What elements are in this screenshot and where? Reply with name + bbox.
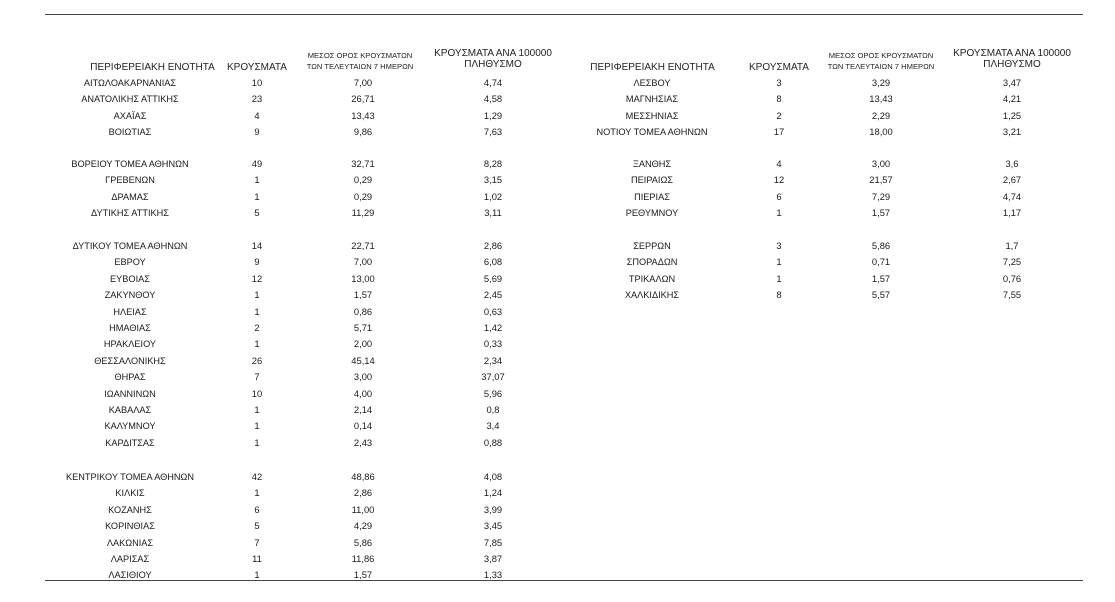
region-cell: ΣΕΡΡΩΝ (633, 241, 671, 251)
per100k-cell: 3,87 (483, 553, 503, 564)
cases-cell: 9 (254, 126, 260, 138)
avg7-cell: 5,57 (871, 289, 891, 301)
region-cell: ΗΜΑΘΙΑΣ (109, 323, 151, 333)
region-cell: ΚΑΒΑΛΑΣ (108, 405, 152, 415)
per100k-cell: 7,25 (1002, 256, 1022, 268)
cases-cell: 1 (254, 190, 260, 202)
per100k-cell: 1,17 (1002, 207, 1022, 219)
per100k-cell: 2,34 (483, 354, 503, 366)
per100k-cell: 1,42 (483, 322, 503, 333)
avg7-cell: 5,86 (871, 240, 891, 251)
per100k-cell: 4,58 (483, 93, 503, 105)
avg7-cell: 11,29 (351, 207, 375, 219)
header-cases: ΚΡΟΥΣΜΑΤΑ (227, 62, 287, 73)
per100k-cell: 1,24 (483, 487, 503, 499)
per100k-cell: 0,33 (483, 338, 503, 350)
cases-cell: 3 (776, 77, 782, 88)
region-cell: ΚΟΡΙΝΘΙΑΣ (105, 521, 155, 532)
avg7-cell: 2,43 (353, 436, 373, 448)
header-avg-line1: ΜΕΣΟΣ ΟΡΟΣ ΚΡΟΥΣΜΑΤΩΝ (828, 51, 934, 60)
per100k-cell: 0,8 (486, 404, 500, 415)
avg7-cell: 0,86 (353, 305, 373, 317)
cases-cell: 42 (251, 471, 263, 482)
per100k-cell: 8,28 (483, 158, 503, 169)
avg7-cell: 11,86 (351, 553, 375, 564)
region-cell: ΞΑΝΘΗΣ (632, 159, 672, 169)
avg7-cell: 5,86 (353, 536, 373, 548)
per100k-cell: 3,47 (1002, 77, 1022, 88)
avg7-cell: 9,86 (353, 126, 373, 138)
avg7-cell: 1,57 (353, 289, 373, 301)
region-cell: ΔΡΑΜΑΣ (111, 191, 149, 202)
region-cell: ΚΑΛΥΜΝΟΥ (104, 421, 156, 432)
cases-cell: 9 (254, 256, 260, 268)
per100k-cell: 3,45 (483, 520, 503, 532)
cases-cell: 1 (254, 289, 260, 301)
avg7-cell: 7,29 (871, 190, 891, 202)
region-cell: ΗΡΑΚΛΕΙΟΥ (103, 339, 157, 350)
header-avg-line1: ΜΕΣΟΣ ΟΡΟΣ ΚΡΟΥΣΜΑΤΩΝ (307, 51, 413, 60)
per100k-cell: 7,85 (483, 536, 503, 548)
cases-cell: 1 (776, 207, 782, 219)
region-cell: ΠΙΕΡΙΑΣ (634, 191, 670, 202)
cases-cell: 1 (776, 272, 782, 284)
header-avg-line2: ΤΩΝ ΤΕΛΕΥΤΑΙΩΝ 7 ΗΜΕΡΩΝ (827, 62, 935, 71)
cases-cell: 1 (254, 338, 260, 350)
region-cell: ΖΑΚΥΝΘΟΥ (104, 290, 156, 301)
cases-cell: 1 (254, 404, 260, 415)
cases-cell: 1 (254, 487, 260, 499)
avg7-cell: 13,43 (351, 109, 375, 121)
per100k-cell: 3,21 (1002, 126, 1022, 138)
region-cell: ΗΛΕΙΑΣ (113, 306, 147, 317)
region-cell: ΚΑΡΔΙΤΣΑΣ (105, 437, 155, 448)
region-cell: ΔΥΤΙΚΗΣ ΑΤΤΙΚΗΣ (91, 208, 169, 219)
avg7-cell: 18,00 (869, 126, 893, 138)
region-cell: ΕΥΒΟΙΑΣ (110, 273, 150, 284)
region-cell: ΑΝΑΤΟΛΙΚΗΣ ΑΤΤΙΚΗΣ (81, 94, 179, 105)
region-cell: ΓΡΕΒΕΝΩΝ (105, 175, 155, 186)
region-cell: ΚΕΝΤΡΙΚΟΥ ΤΟΜΕΑ ΑΘΗΝΩΝ (65, 472, 195, 482)
per100k-cell: 2,45 (483, 289, 503, 301)
avg7-cell: 1,57 (353, 569, 373, 581)
cases-cell: 23 (251, 93, 263, 105)
avg7-cell: 2,00 (353, 338, 373, 350)
avg7-cell: 5,71 (353, 322, 373, 333)
avg7-cell: 4,00 (353, 387, 373, 399)
header-cases: ΚΡΟΥΣΜΑΤΑ (749, 62, 809, 73)
per100k-cell: 7,63 (483, 126, 503, 138)
avg7-cell: 26,71 (351, 93, 375, 105)
avg7-cell: 3,00 (871, 158, 891, 169)
avg7-cell: 3,29 (871, 77, 891, 88)
region-cell: ΙΩΑΝΝΙΝΩΝ (104, 388, 156, 399)
cases-cell: 10 (251, 77, 263, 88)
avg7-cell: 45,14 (351, 354, 375, 366)
per100k-cell: 2,86 (483, 240, 503, 251)
region-cell: ΠΕΙΡΑΙΩΣ (631, 175, 673, 186)
header-per100k-line1: ΚΡΟΥΣΜΑΤΑ ΑΝΑ 100000 (953, 48, 1071, 59)
per100k-cell: 4,08 (483, 471, 503, 482)
cases-cell: 5 (254, 207, 260, 219)
cases-cell: 1 (254, 569, 260, 581)
avg7-cell: 13,43 (869, 93, 893, 105)
cases-cell: 8 (776, 93, 782, 105)
cases-cell: 17 (773, 126, 785, 138)
cases-cell: 5 (254, 520, 260, 532)
cases-cell: 1 (776, 256, 782, 268)
avg7-cell: 0,29 (353, 174, 373, 186)
region-cell: ΚΙΛΚΙΣ (115, 488, 145, 499)
per100k-cell: 5,96 (483, 387, 503, 399)
cases-cell: 4 (254, 109, 260, 121)
cases-cell: 4 (776, 158, 782, 169)
avg7-cell: 7,00 (353, 256, 373, 268)
region-cell: ΚΟΖΑΝΗΣ (108, 504, 152, 515)
cases-cell: 6 (776, 190, 782, 202)
region-cell: ΘΗΡΑΣ (114, 372, 146, 383)
cases-cell: 10 (251, 387, 263, 399)
header-per100k-line1: ΚΡΟΥΣΜΑΤΑ ΑΝΑ 100000 (434, 48, 552, 59)
avg7-cell: 0,29 (353, 190, 373, 202)
cases-cell: 11 (252, 553, 262, 564)
avg7-cell: 2,14 (353, 404, 373, 415)
per100k-cell: 2,67 (1002, 174, 1022, 186)
avg7-cell: 22,71 (351, 240, 375, 251)
avg7-cell: 2,86 (353, 487, 373, 499)
cases-cell: 8 (776, 289, 782, 301)
cases-cell: 3 (776, 240, 782, 251)
per100k-cell: 1,7 (1005, 240, 1019, 251)
cases-cell: 49 (251, 158, 263, 169)
cases-cell: 14 (251, 240, 263, 251)
cases-cell: 7 (254, 371, 260, 383)
header-region: ΠΕΡΙΦΕΡΕΙΑΚΗ ΕΝΟΤΗΤΑ (90, 62, 215, 73)
avg7-cell: 0,14 (353, 420, 373, 432)
region-cell: ΒΟΙΩΤΙΑΣ (108, 127, 152, 138)
avg7-cell: 4,29 (353, 520, 373, 532)
region-cell: ΣΠΟΡΑΔΩΝ (626, 257, 678, 268)
region-cell: ΛΑΚΩΝΙΑΣ (106, 537, 154, 548)
avg7-cell: 1,57 (871, 272, 891, 284)
per100k-cell: 0,63 (483, 305, 503, 317)
per100k-cell: 4,21 (1002, 93, 1022, 105)
per100k-cell: 3,6 (1005, 158, 1019, 169)
region-cell: ΜΕΣΣΗΝΙΑΣ (625, 110, 679, 121)
header-per100k-line2: ΠΛΗΘΥΣΜΟ (464, 59, 522, 70)
per100k-cell: 5,69 (483, 272, 503, 284)
region-cell: ΤΡΙΚΑΛΩΝ (628, 273, 676, 284)
region-cell: ΛΕΣΒΟΥ (633, 78, 671, 88)
per100k-cell: 1,02 (483, 190, 503, 202)
cases-cell: 1 (254, 305, 260, 317)
avg7-cell: 3,00 (353, 371, 373, 383)
per100k-cell: 37,07 (481, 371, 505, 383)
region-cell: ΝΟΤΙΟΥ ΤΟΜΕΑ ΑΘΗΝΩΝ (596, 127, 708, 138)
avg7-cell: 1,57 (871, 207, 891, 219)
per100k-cell: 1,25 (1002, 109, 1022, 121)
region-cell: ΜΑΓΝΗΣΙΑΣ (625, 94, 679, 105)
per100k-cell: 3,15 (483, 174, 503, 186)
per100k-cell: 0,88 (483, 436, 503, 448)
header-region: ΠΕΡΙΦΕΡΕΙΑΚΗ ΕΝΟΤΗΤΑ (590, 62, 715, 73)
region-cell: ΒΟΡΕΙΟΥ ΤΟΜΕΑ ΑΘΗΝΩΝ (71, 159, 189, 169)
cases-cell: 7 (254, 536, 260, 548)
per100k-cell: 6,08 (483, 256, 503, 268)
avg7-cell: 2,29 (871, 109, 891, 121)
header-per100k-line2: ΠΛΗΘΥΣΜΟ (983, 59, 1041, 70)
region-cell: ΔΥΤΙΚΟΥ ΤΟΜΕΑ ΑΘΗΝΩΝ (72, 241, 188, 251)
avg7-cell: 0,71 (871, 256, 891, 268)
region-cell: ΕΒΡΟΥ (114, 257, 146, 268)
region-cell: ΧΑΛΚΙΔΙΚΗΣ (624, 290, 680, 301)
per100k-cell: 1,33 (483, 569, 503, 581)
cases-cell: 2 (254, 322, 260, 333)
cases-cell: 1 (254, 174, 260, 186)
region-cell: ΑΧΑΪΑΣ (113, 110, 147, 121)
cases-cell: 12 (773, 174, 785, 186)
region-cell: ΑΙΤΩΛΟΑΚΑΡΝΑΝΙΑΣ (83, 78, 177, 88)
per100k-cell: 1,29 (483, 109, 503, 121)
cases-cell: 1 (254, 420, 260, 432)
region-cell: ΘΕΣΣΑΛΟΝΙΚΗΣ (94, 355, 166, 366)
avg7-cell: 13,00 (351, 272, 375, 284)
per100k-cell: 3,11 (484, 207, 502, 219)
per100k-cell: 0,76 (1002, 272, 1022, 284)
per100k-cell: 3,99 (483, 503, 503, 515)
avg7-cell: 7,00 (353, 77, 373, 88)
cases-cell: 12 (251, 272, 263, 284)
cases-cell: 26 (251, 354, 263, 366)
avg7-cell: 11,00 (351, 503, 375, 515)
per100k-cell: 4,74 (483, 77, 503, 88)
per100k-cell: 7,55 (1002, 289, 1022, 301)
cases-cell: 1 (254, 436, 260, 448)
region-cell: ΡΕΘΥΜΝΟΥ (625, 208, 679, 219)
avg7-cell: 21,57 (869, 174, 893, 186)
cases-cell: 6 (254, 503, 260, 515)
per100k-cell: 4,74 (1002, 190, 1022, 202)
region-cell: ΛΑΣΙΘΙΟΥ (108, 570, 152, 581)
cases-cell: 2 (776, 109, 782, 121)
region-cell: ΛΑΡΙΣΑΣ (110, 554, 150, 564)
avg7-cell: 32,71 (351, 158, 375, 169)
header-avg-line2: ΤΩΝ ΤΕΛΕΥΤΑΙΩΝ 7 ΗΜΕΡΩΝ (306, 62, 414, 71)
per100k-cell: 3,4 (486, 420, 500, 432)
avg7-cell: 48,86 (351, 471, 375, 482)
